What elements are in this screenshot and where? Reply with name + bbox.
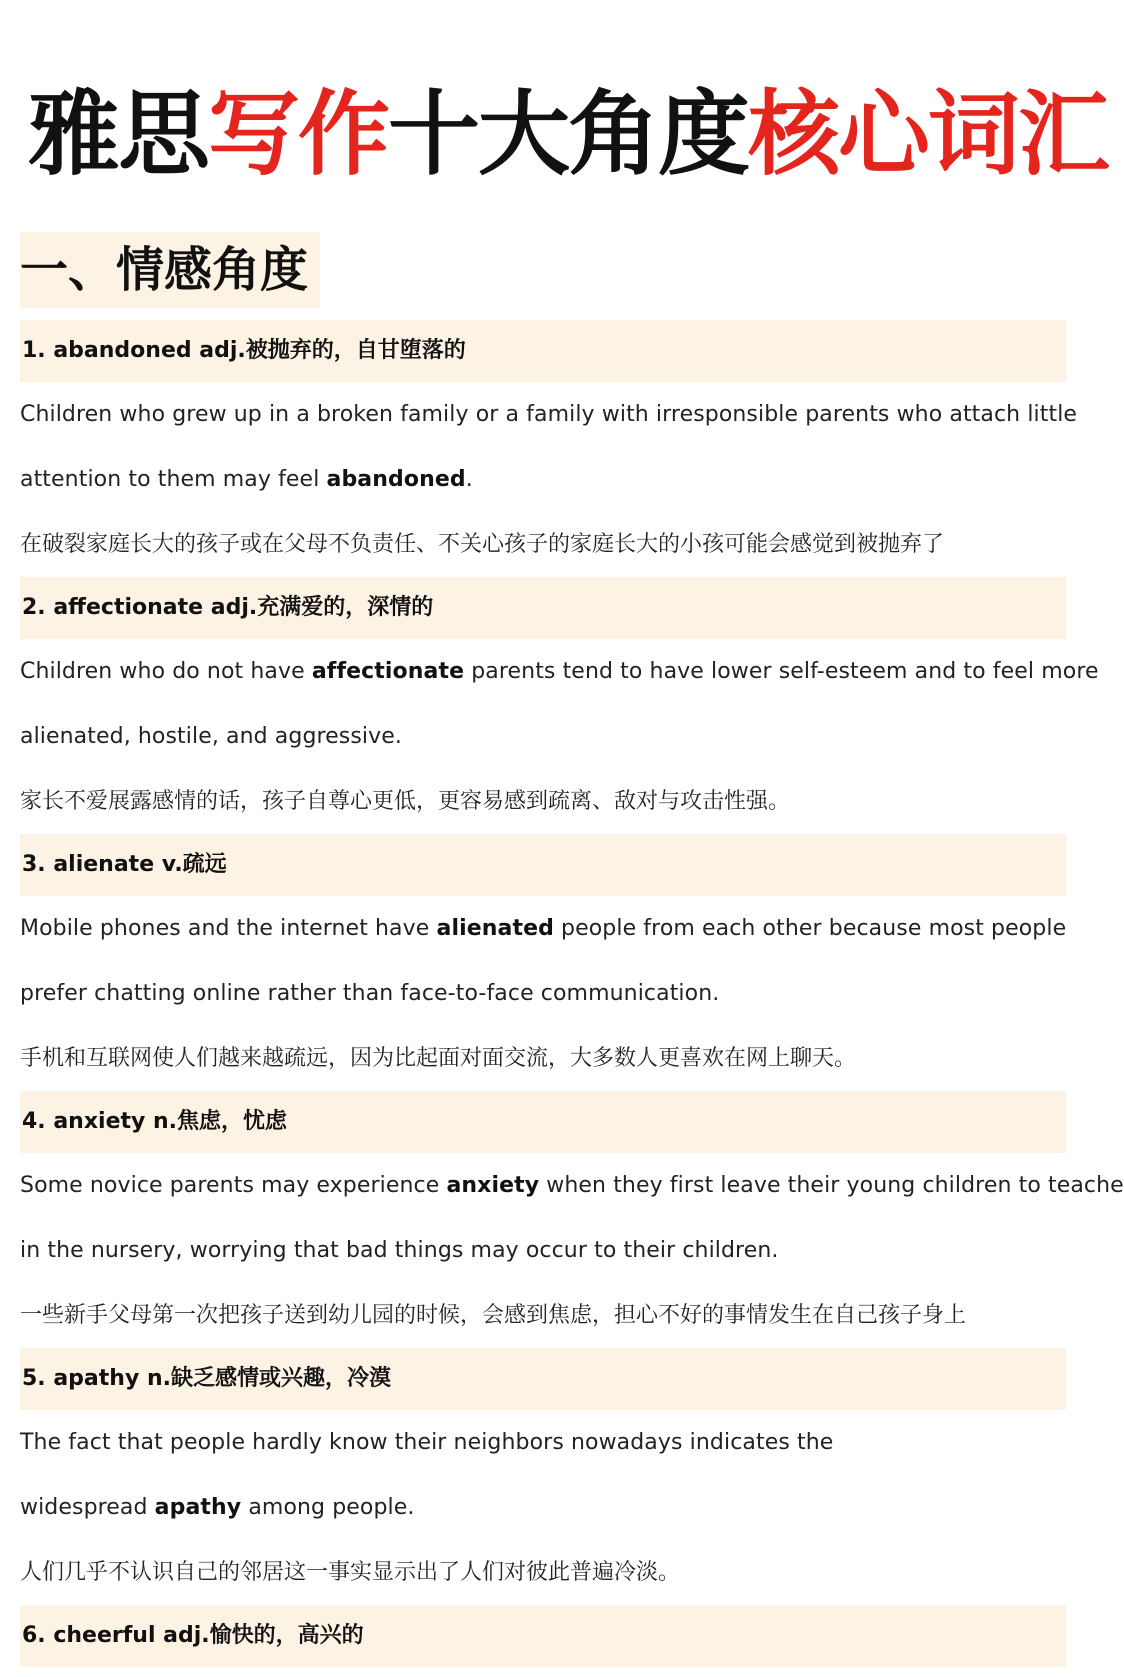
- word-heading: 6. cheerful adj.愉快的，高兴的: [20, 1605, 1066, 1667]
- sentence-text: widespread: [20, 1495, 155, 1520]
- translation-cn: 在破裂家庭长大的孩子或在父母不负责任、不关心孩子的家庭长大的小孩可能会感觉到被抛弃了: [20, 532, 945, 557]
- word-heading: 3. alienate v.疏远: [20, 834, 1066, 896]
- keyword-highlight: anxiety: [446, 1173, 540, 1198]
- sentence-text: prefer chatting online rather than face-to-face communication.: [20, 981, 720, 1006]
- translation-cn: 家长不爱展露感情的话，孩子自尊心更低，更容易感到疏离、敌对与攻击性强。: [20, 789, 791, 814]
- example-sentence-en-cont: [20, 1218, 1066, 1283]
- sentence-text: people from each other because most people: [553, 916, 1067, 941]
- keyword-highlight: apathy: [154, 1495, 242, 1520]
- vocabulary-list: [20, 320, 1124, 1667]
- sentence-text: parents tend to have lower self-esteem and to feel more: [464, 659, 1099, 684]
- section-heading: 一、情感角度: [20, 232, 320, 308]
- title-part-vocabulary: 核心词汇: [748, 81, 1109, 188]
- title-part-angles: 十大角度: [388, 81, 749, 188]
- example-sentence-en: [20, 896, 1066, 961]
- sentence-text: .: [465, 467, 473, 492]
- sentence-text: Some novice parents may experience: [20, 1173, 447, 1198]
- title-part-ielts: 雅思: [28, 81, 209, 188]
- word-heading: 2. affectionate adj.充满爱的，深情的: [20, 577, 1066, 639]
- example-sentence-en: [20, 1153, 1124, 1218]
- example-sentence-en-cont: [20, 447, 1066, 512]
- word-heading: 5. apathy n.缺乏感情或兴趣，冷漠: [20, 1348, 1066, 1410]
- translation-cn: 一些新手父母第一次把孩子送到幼儿园的时候，会感到焦虑，担心不好的事情发生在自己孩子身上: [20, 1303, 967, 1328]
- sentence-text: The fact that people hardly know their neighbors nowadays indicates the: [20, 1430, 834, 1455]
- keyword-highlight: affectionate: [311, 659, 465, 684]
- example-sentence-en-cont: [20, 704, 1066, 769]
- sentence-text: in the nursery, worrying that bad things may occur to their children.: [20, 1238, 779, 1263]
- vocab-entry-apathy: [20, 1348, 1066, 1605]
- example-sentence-en: [20, 639, 1099, 704]
- example-sentence-en-cont: [20, 1475, 1066, 1540]
- vocab-entry-anxiety: [20, 1091, 1124, 1348]
- sentence-text: attention to them may feel: [20, 467, 327, 492]
- word-heading: 4. anxiety n.焦虑，忧虑: [20, 1091, 1066, 1153]
- sentence-text: Children who do not have: [20, 659, 312, 684]
- vocab-entry-affectionate: [20, 577, 1099, 834]
- sentence-text: Children who grew up in a broken family or a family with irresponsible parents who attach little: [20, 402, 1078, 427]
- sentence-text: Mobile phones and the internet have: [20, 916, 437, 941]
- sentence-text: among people.: [241, 1495, 415, 1520]
- vocab-entry-abandoned: [20, 320, 1078, 577]
- example-sentence-en: [20, 1410, 1066, 1475]
- example-sentence-en-cont: [20, 961, 1066, 1026]
- vocab-entry-cheerful: [20, 1605, 1066, 1667]
- translation-cn: 人们几乎不认识自己的邻居这一事实显示出了人们对彼此普遍冷淡。: [20, 1560, 681, 1585]
- title-part-writing: 写作: [208, 81, 389, 188]
- translation-cn: 手机和互联网使人们越来越疏远，因为比起面对面交流，大多数人更喜欢在网上聊天。: [20, 1046, 857, 1071]
- vocab-entry-alienate: [20, 834, 1066, 1091]
- example-sentence-en: [20, 382, 1078, 447]
- page-title: [28, 80, 1109, 190]
- keyword-highlight: abandoned: [326, 467, 466, 492]
- sentence-text: alienated, hostile, and aggressive.: [20, 724, 402, 749]
- sentence-text: when they first leave their young children to teache: [539, 1173, 1124, 1198]
- keyword-highlight: alienated: [436, 916, 554, 941]
- word-heading: 1. abandoned adj.被抛弃的，自甘堕落的: [20, 320, 1066, 382]
